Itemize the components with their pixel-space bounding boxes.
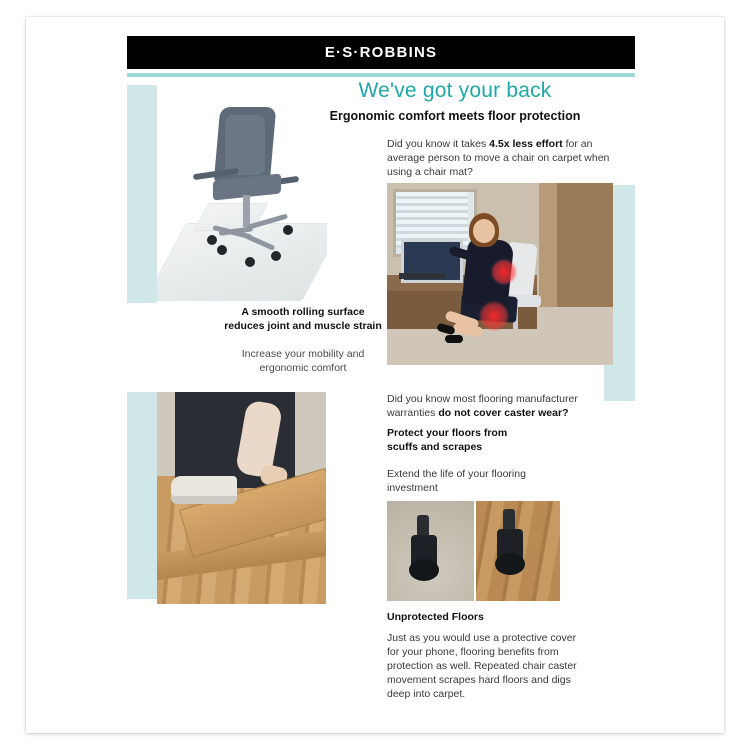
effort-text-post: for an average person to move a chair on carpet when using a chair mat? xyxy=(387,138,610,178)
chair-on-mat-photo xyxy=(157,85,327,320)
callout-light-line-1: Increase your mobility and xyxy=(241,348,365,360)
extend-line-1: Extend the life of your flooring xyxy=(387,468,526,480)
extend-life-text xyxy=(387,467,607,495)
effort-text-bold: 4.5x less effort xyxy=(489,138,563,150)
unprotected-floors-label: Unprotected Floors xyxy=(387,611,484,623)
page-title: We've got your back xyxy=(358,79,552,102)
protect-line-1: Protect your floors from xyxy=(387,427,508,439)
warranty-text-pre: Did you know most flooring manufacturer warranties xyxy=(387,393,578,419)
protect-line-2: scuffs and scrapes xyxy=(387,441,483,453)
callout-light-line-2: ergonomic comfort xyxy=(259,362,347,374)
accent-block-left-top xyxy=(127,85,157,303)
warranty-paragraph xyxy=(387,392,607,420)
pain-point-highlight-icon xyxy=(479,301,509,331)
woman-head xyxy=(473,219,495,243)
chair-caster xyxy=(283,225,293,235)
installer-shoe-sole xyxy=(171,496,237,504)
document-sheet xyxy=(26,17,724,733)
callout-bold-line-1: A smooth rolling surface xyxy=(241,306,365,318)
caster-wheel xyxy=(495,553,525,575)
effort-text-pre: Did you know it takes xyxy=(387,138,490,150)
brand-logo-text: E·S·ROBBINS xyxy=(324,44,438,61)
chair-caster xyxy=(207,235,217,245)
extend-line-2: investment xyxy=(387,482,438,494)
chair-caster xyxy=(217,245,227,255)
computer-keyboard xyxy=(399,273,445,279)
chair-caster xyxy=(271,251,281,261)
chair-caster xyxy=(245,257,255,267)
effort-paragraph xyxy=(387,137,612,179)
chair-backrest-inner xyxy=(225,115,265,175)
accent-block-left-bottom xyxy=(127,392,157,599)
caster-wheel xyxy=(409,559,439,581)
protect-floors-heading xyxy=(387,426,607,454)
woman-shoe xyxy=(445,335,463,343)
page-subtitle: Ergonomic comfort meets floor protection xyxy=(329,109,581,123)
final-paragraph: Just as you would use a protective cover for your phone, flooring benefits from protection as well. Repeated chair caster movement scrapes hard floors and digs deep into carpet. xyxy=(387,632,577,700)
chair-gas-cylinder xyxy=(243,195,250,227)
smooth-rolling-callout xyxy=(222,305,384,375)
woman-seated-office-photo xyxy=(387,183,613,365)
warranty-text-bold: do not cover caster wear? xyxy=(438,407,569,419)
brand-rule-divider xyxy=(127,73,635,77)
panel-divider xyxy=(474,501,476,601)
pain-point-highlight-icon xyxy=(491,259,517,285)
caster-damage-comparison-photo xyxy=(387,501,560,601)
callout-bold-line-2: reduces joint and muscle strain xyxy=(224,320,382,332)
brand-bar xyxy=(127,36,635,69)
flooring-installation-photo xyxy=(157,392,326,604)
